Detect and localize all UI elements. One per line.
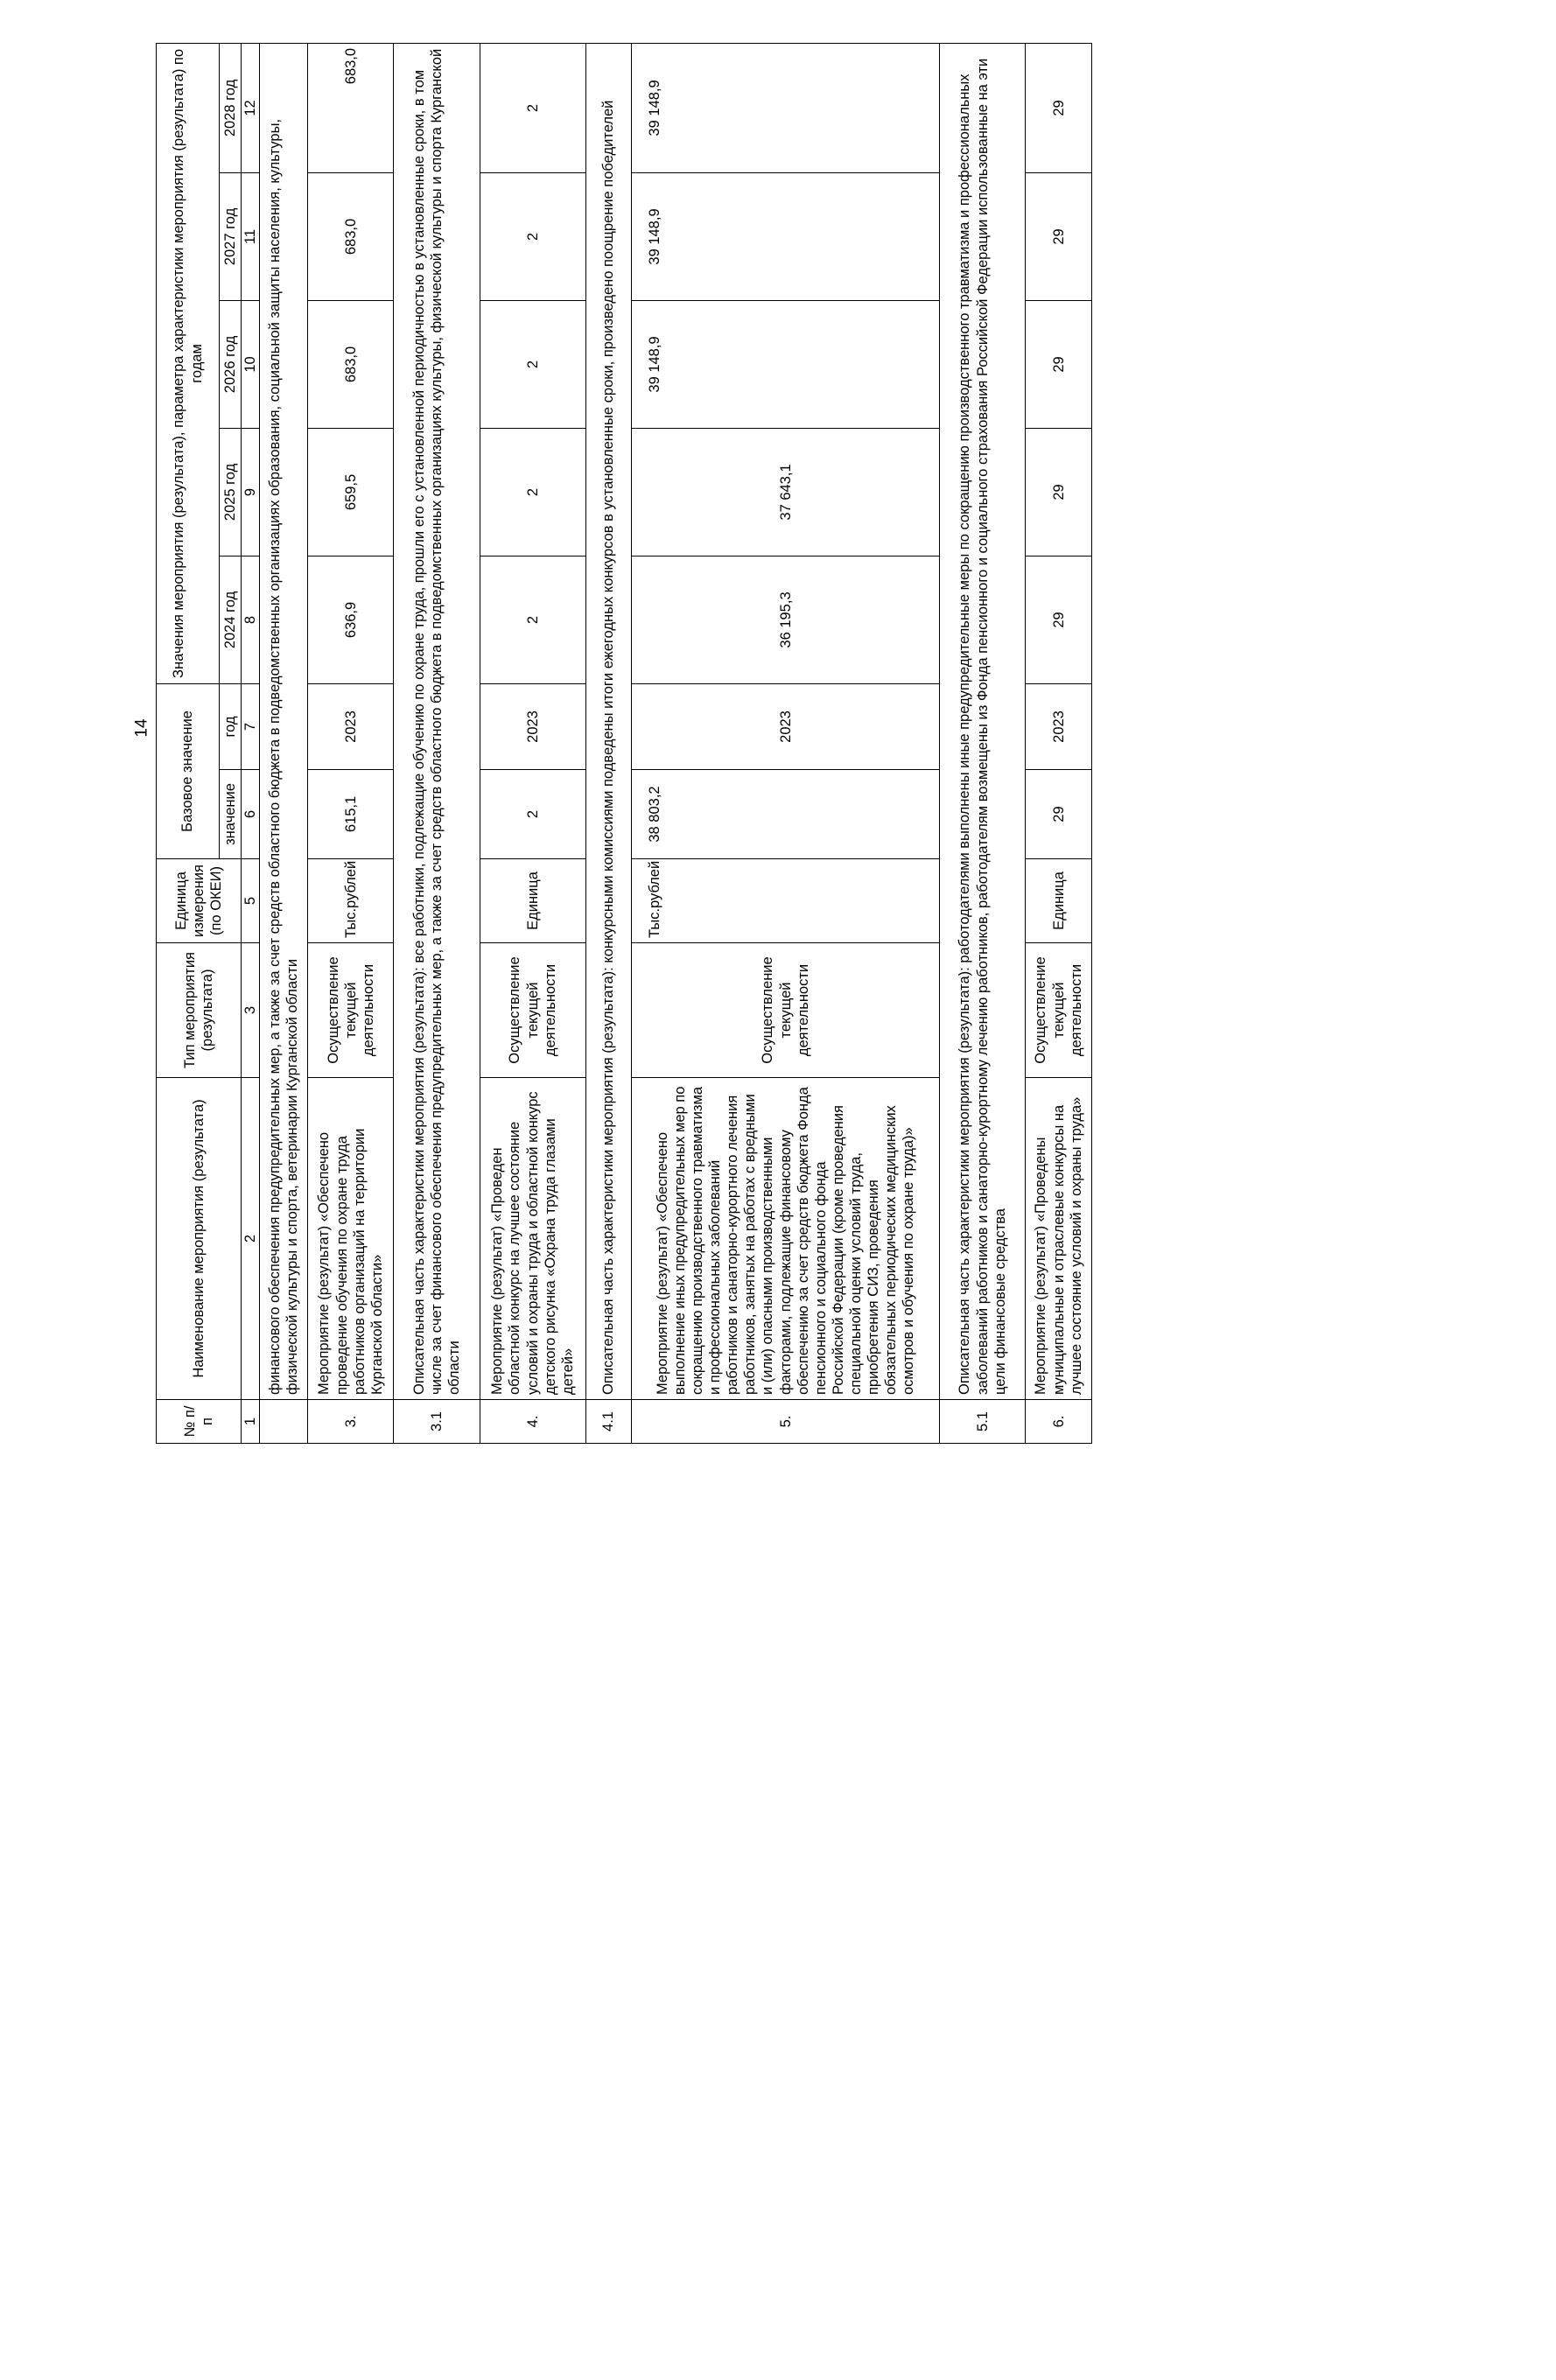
description-text: Описательная часть характеристики мероприятия (результата): работодателями выполнены иные предупредительные меры по сокращению производственного травматизма и профессиональных заболеваний работников и санаторно-курортному лечению работников, работодателям возмещены из Фонда пенсионного и социального страхования Российской Федерации использованные на эти цели финансовые средства bbox=[939, 43, 1026, 1399]
column-number: 10 bbox=[242, 300, 260, 428]
base-year-cell: 2023 bbox=[1026, 683, 1092, 769]
unit-cell: Единица bbox=[1026, 859, 1092, 943]
header-base-year: год bbox=[220, 683, 242, 769]
base-value-cell: 38 803,2 bbox=[632, 770, 940, 859]
document-page bbox=[156, 47, 1556, 2380]
header-unit: Единица измерения (по ОКЕИ) bbox=[157, 859, 242, 943]
row-number: 3. bbox=[308, 1400, 394, 1444]
unit-cell: Тыс.рублей bbox=[308, 859, 394, 943]
page-number: 14 bbox=[132, 718, 151, 738]
description-text: Описательная часть характеристики мероприятия (результата): конкурсными комиссиями подведены итоги ежегодных конкурсов в установленные сроки, произведено поощрение победителей bbox=[585, 43, 632, 1399]
header-num: № п/п bbox=[157, 1400, 242, 1444]
base-year-cell: 2023 bbox=[308, 683, 394, 769]
value-2027-cell: 2 bbox=[480, 172, 585, 300]
value-2025-cell: 37 643,1 bbox=[632, 428, 940, 556]
header-type: Тип мероприятия (результата) bbox=[157, 943, 242, 1078]
value-2028-cell: 29 bbox=[1026, 43, 1092, 172]
value-2026-cell: 2 bbox=[480, 300, 585, 428]
column-number: 12 bbox=[242, 43, 260, 172]
table-row-description bbox=[939, 43, 1026, 1443]
activity-name: Мероприятие (результат) «Проведены муниципальные и отраслевые конкурсы на лучшее состояние условий и охраны труда» bbox=[1026, 1078, 1092, 1400]
unit-cell: Тыс.рублей bbox=[632, 859, 940, 943]
activity-type: Осуществление текущей деятельности bbox=[632, 943, 940, 1078]
value-2025-cell: 659,5 bbox=[308, 428, 394, 556]
unit-cell: Единица bbox=[480, 859, 585, 943]
row-number: 4.1 bbox=[585, 1400, 632, 1444]
base-value-cell: 2 bbox=[480, 770, 585, 859]
value-2024-cell: 29 bbox=[1026, 556, 1092, 683]
table-row-continuation bbox=[260, 43, 308, 1443]
value-2028-cell: 2 bbox=[480, 43, 585, 172]
column-number: 3 bbox=[242, 943, 260, 1078]
base-year-cell: 2023 bbox=[480, 683, 585, 769]
table-row bbox=[480, 43, 585, 1443]
header-base: Базовое значение bbox=[157, 683, 220, 858]
value-2025-cell: 29 bbox=[1026, 428, 1092, 556]
activity-name: Мероприятие (результат) «Обеспечено проведение обучения по охране труда работников организаций на территории Курганской области» bbox=[308, 1078, 394, 1400]
activity-type: Осуществление текущей деятельности bbox=[1026, 943, 1092, 1078]
header-year-2028: 2028 год bbox=[220, 43, 242, 172]
column-number: 8 bbox=[242, 556, 260, 683]
activity-type: Осуществление текущей деятельности bbox=[480, 943, 585, 1078]
column-number-row bbox=[242, 43, 260, 1443]
row-number: 4. bbox=[480, 1400, 585, 1444]
header-row-1 bbox=[157, 43, 220, 1443]
value-2027-cell: 39 148,9 bbox=[632, 172, 940, 300]
header-name: Наименование мероприятия (результата) bbox=[157, 1078, 242, 1400]
column-number: 11 bbox=[242, 172, 260, 300]
activity-name: Мероприятие (результат) «Проведен областной конкурс на лучшее состояние условий и охраны труда и областной конкурс детского рисунка «Охрана труда глазами детей» bbox=[480, 1078, 585, 1400]
column-number: 9 bbox=[242, 428, 260, 556]
rotated-table-container bbox=[156, 44, 1092, 1444]
activities-table bbox=[156, 43, 1092, 1444]
column-number: 7 bbox=[242, 683, 260, 769]
header-year-2024: 2024 год bbox=[220, 556, 242, 683]
column-number: 1 bbox=[242, 1400, 260, 1444]
column-number: 6 bbox=[242, 770, 260, 859]
base-year-cell: 2023 bbox=[632, 683, 940, 769]
continuation-text: финансового обеспечения предупредительных мер, а также за счет средств областного бюджета в подведомственных организациях образования, социальной защиты населения, культуры, физической культуры и спорта, ветеринарии Курганской области bbox=[260, 43, 308, 1399]
header-year-2026: 2026 год bbox=[220, 300, 242, 428]
row-number: 5. bbox=[632, 1400, 940, 1444]
description-text: Описательная часть характеристики мероприятия (результата): все работники, подлежащие обучению по охране труда, прошли его с установленной периодичностью в установленные сроки, в том числе за счет финансового обеспечения предупредительных мер, а также за счет средств областного бюджета в подведомственных организациях культуры, физической культуры и спорта Курганской области bbox=[394, 43, 480, 1399]
value-2026-cell: 29 bbox=[1026, 300, 1092, 428]
row-number: 6. bbox=[1026, 1400, 1092, 1444]
table-row bbox=[1026, 43, 1092, 1443]
header-year-2025: 2025 год bbox=[220, 428, 242, 556]
value-2028-cell: 39 148,9 bbox=[632, 43, 940, 172]
value-2026-cell: 39 148,9 bbox=[632, 300, 940, 428]
header-values-group: Значения мероприятия (результата), параметра характеристики мероприятия (результата) по годам bbox=[157, 43, 220, 683]
activity-type: Осуществление текущей деятельности bbox=[308, 943, 394, 1078]
value-2025-cell: 2 bbox=[480, 428, 585, 556]
value-2027-cell: 29 bbox=[1026, 172, 1092, 300]
header-year-2027: 2027 год bbox=[220, 172, 242, 300]
value-2024-cell: 636,9 bbox=[308, 556, 394, 683]
column-number: 5 bbox=[242, 859, 260, 943]
base-value-cell: 615,1 bbox=[308, 770, 394, 859]
value-2024-cell: 2 bbox=[480, 556, 585, 683]
value-2027-cell: 683,0 bbox=[308, 172, 394, 300]
row-num-cell bbox=[260, 1400, 308, 1444]
value-2026-cell: 683,0 bbox=[308, 300, 394, 428]
table-row bbox=[632, 43, 940, 1443]
column-number: 2 bbox=[242, 1078, 260, 1400]
table-row-description bbox=[585, 43, 632, 1443]
table-row bbox=[308, 43, 394, 1443]
value-2028-cell: 683,0 bbox=[308, 43, 394, 172]
table-row-description bbox=[394, 43, 480, 1443]
activity-name: Мероприятие (результат) «Обеспечено выполнение иных предупредительных мер по сокращению производственного травматизма и профессиональных заболеваний работников и санаторно-курортного лечения работников, занятых на работах с вредными и (или) опасными производственными факторами, подлежащие финансовому обеспечению за счет средств бюджета Фонда пенсионного и социального фонда Российской Федерации (кроме проведения специальной оценки условий труда, приобретения СИЗ, проведения обязательных периодических медицинских осмотров и обучения по охране труда)» bbox=[632, 1078, 940, 1400]
row-number: 3.1 bbox=[394, 1400, 480, 1444]
base-value-cell: 29 bbox=[1026, 770, 1092, 859]
row-number: 5.1 bbox=[939, 1400, 1026, 1444]
header-base-value: значение bbox=[220, 770, 242, 859]
value-2024-cell: 36 195,3 bbox=[632, 556, 940, 683]
